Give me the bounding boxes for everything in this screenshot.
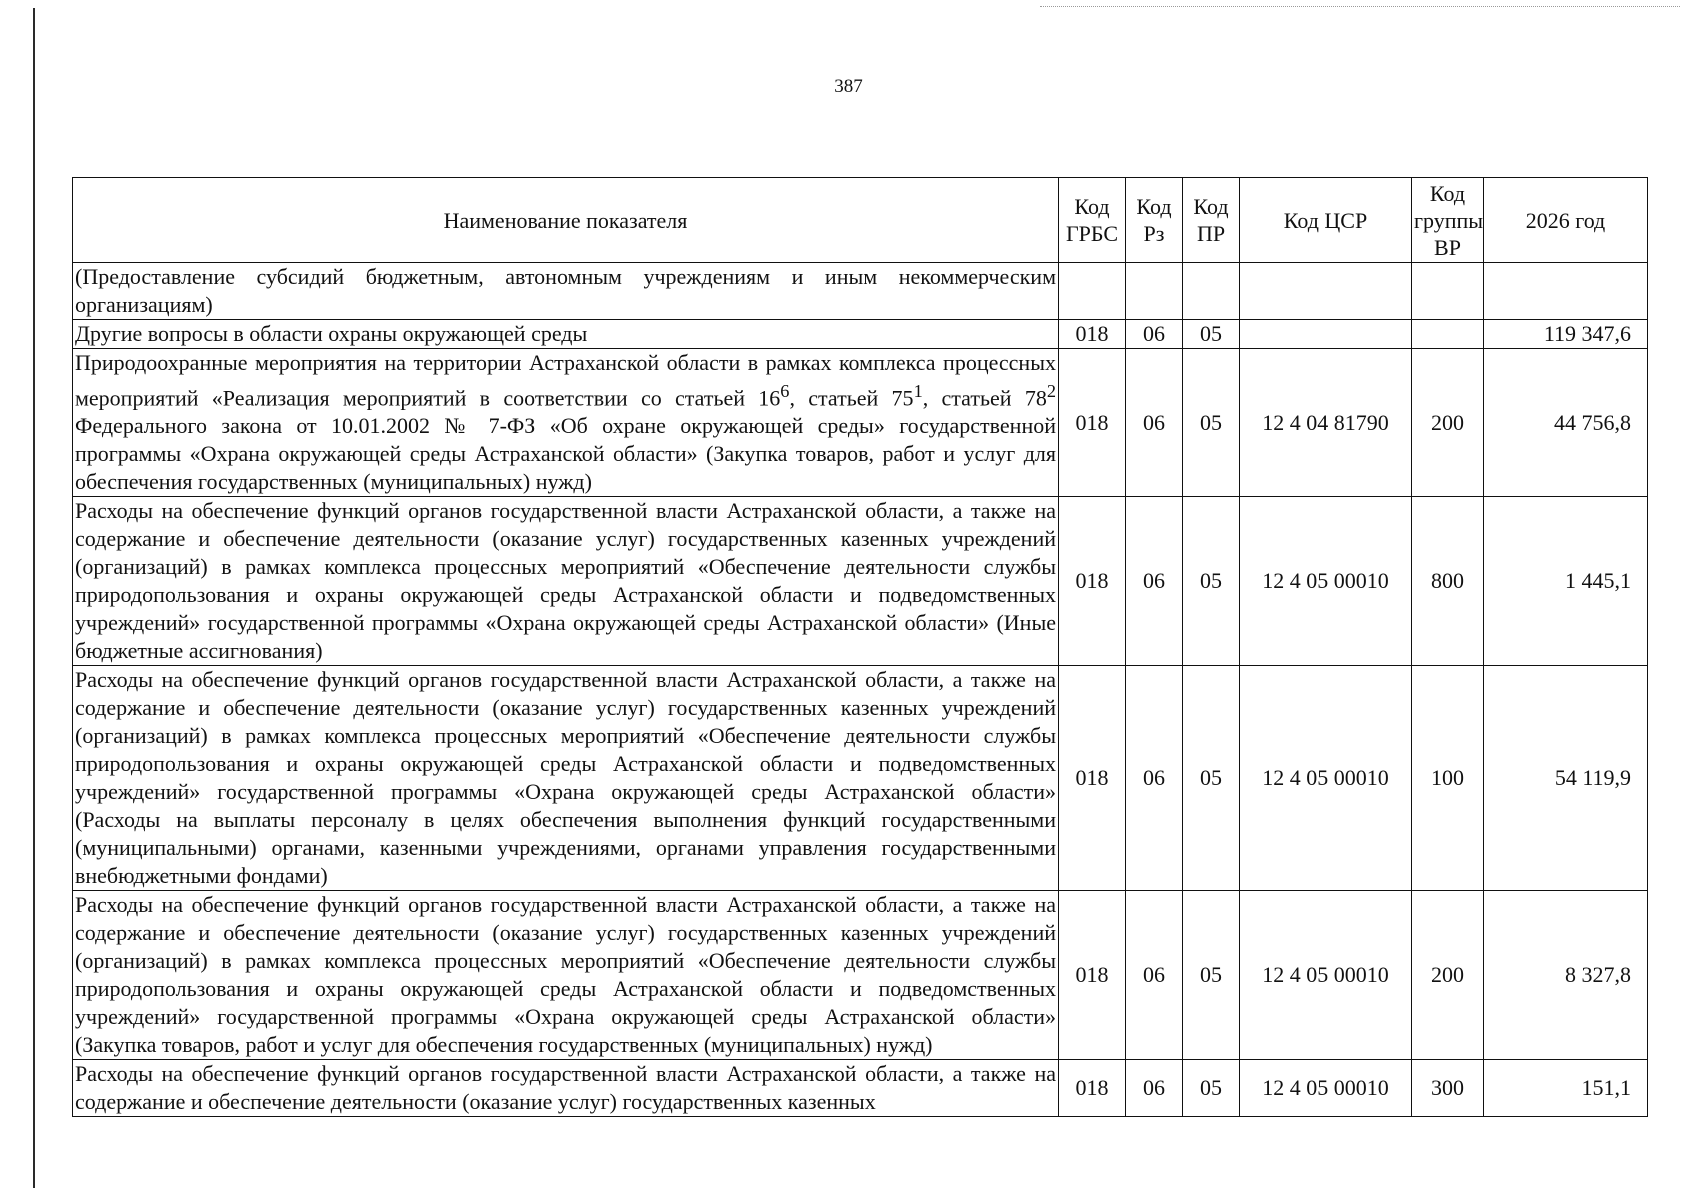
row-pr: 05	[1183, 1060, 1240, 1117]
row-csr: 12 4 05 00010	[1240, 497, 1412, 666]
row-rz: 06	[1126, 666, 1183, 891]
row-indicator-name: Расходы на обеспечение функций органов государственной власти Астраханской области, а также на содержание и обеспечение деятельности (оказание услуг) государственных казенных учреждений (организаций) в рамках комплекса процессных мероприятий «Обеспечение деятельности службы природопользования и охраны окружающей среды Астраханской области и подведомственных учреждений» государственной программы «Охрана окружающей среды Астраханской области» (Расходы на выплаты персоналу в целях обеспечения выполнения функций государственными (муниципальными) органами, казенными учреждениями, органами управления государственными внебюджетными фондами)	[73, 666, 1059, 891]
row-grbs: 018	[1059, 666, 1126, 891]
row-indicator-name: Другие вопросы в области охраны окружающей среды	[73, 320, 1059, 349]
row-grbs: 018	[1059, 891, 1126, 1060]
row-amount: 1 445,1	[1484, 497, 1648, 666]
name-text-part: Природоохранные мероприятия на территории Астраханской области в рамках комплекса процессных мероприятий «Реализация мероприятий в соответствии со статьей 16	[75, 350, 1056, 411]
row-pr: 05	[1183, 349, 1240, 497]
row-grbs	[1059, 263, 1126, 320]
row-csr: 12 4 04 81790	[1240, 349, 1412, 497]
row-amount: 54 119,9	[1484, 666, 1648, 891]
row-grbs: 018	[1059, 497, 1126, 666]
row-vr: 800	[1412, 497, 1484, 666]
row-pr: 05	[1183, 320, 1240, 349]
row-indicator-name: (Предоставление субсидий бюджетным, автономным учреждениям и иным некоммерческим организациям)	[73, 263, 1059, 320]
row-csr: 12 4 05 00010	[1240, 1060, 1412, 1117]
row-vr	[1412, 320, 1484, 349]
table-row	[73, 320, 1648, 349]
row-pr: 05	[1183, 666, 1240, 891]
header-csr-code: Код ЦСР	[1240, 178, 1412, 263]
name-text-part: , статьей 78	[922, 385, 1047, 411]
name-text-part: Федерального закона от 10.01.2002 № 7-ФЗ «Об охране окружающей среды» государственной программы «Охрана окружающей среды Астраханской области» (Закупка товаров, работ и услуг для обеспечения государственных (муниципальных) нужд)	[75, 413, 1056, 495]
row-grbs: 018	[1059, 1060, 1126, 1117]
header-pr-code: Код ПР	[1183, 178, 1240, 263]
row-rz: 06	[1126, 320, 1183, 349]
table-row	[73, 1060, 1648, 1117]
row-csr	[1240, 320, 1412, 349]
header-grbs-code: Код ГРБС	[1059, 178, 1126, 263]
header-indicator-name: Наименование показателя	[73, 178, 1059, 263]
row-indicator-name: Расходы на обеспечение функций органов государственной власти Астраханской области, а также на содержание и обеспечение деятельности (оказание услуг) государственных казенных учреждений (организаций) в рамках комплекса процессных мероприятий «Обеспечение деятельности службы природопользования и охраны окружающей среды Астраханской области и подведомственных учреждений» государственной программы «Охрана окружающей среды Астраханской области» (Иные бюджетные ассигнования)	[73, 497, 1059, 666]
name-text-part: , статьей 75	[789, 385, 914, 411]
row-indicator-name: Расходы на обеспечение функций органов государственной власти Астраханской области, а также на содержание и обеспечение деятельности (оказание услуг) государственных казенных	[73, 1060, 1059, 1117]
row-amount: 44 756,8	[1484, 349, 1648, 497]
row-pr: 05	[1183, 497, 1240, 666]
header-rz-code: Код Рз	[1126, 178, 1183, 263]
row-vr: 300	[1412, 1060, 1484, 1117]
table-row	[73, 891, 1648, 1060]
table-row	[73, 666, 1648, 891]
row-amount: 119 347,6	[1484, 320, 1648, 349]
table-row	[73, 497, 1648, 666]
row-pr: 05	[1183, 891, 1240, 1060]
row-amount	[1484, 263, 1648, 320]
table-header-row	[73, 178, 1648, 263]
row-indicator-name	[73, 349, 1059, 497]
row-csr: 12 4 05 00010	[1240, 666, 1412, 891]
page-left-edge-line	[33, 8, 35, 1188]
row-vr	[1412, 263, 1484, 320]
row-amount: 151,1	[1484, 1060, 1648, 1117]
row-csr	[1240, 263, 1412, 320]
superscript: 6	[780, 381, 790, 401]
page-number: 387	[834, 76, 863, 97]
budget-table	[72, 177, 1648, 1117]
row-pr	[1183, 263, 1240, 320]
row-indicator-name: Расходы на обеспечение функций органов государственной власти Астраханской области, а также на содержание и обеспечение деятельности (оказание услуг) государственных казенных учреждений (организаций) в рамках комплекса процессных мероприятий «Обеспечение деятельности службы природопользования и охраны окружающей среды Астраханской области и подведомственных учреждений» государственной программы «Охрана окружающей среды Астраханской области» (Закупка товаров, работ и услуг для обеспечения государственных (муниципальных) нужд)	[73, 891, 1059, 1060]
header-year-2026: 2026 год	[1484, 178, 1648, 263]
row-vr: 200	[1412, 349, 1484, 497]
table-row	[73, 349, 1648, 497]
page-top-edge-line	[1040, 6, 1680, 8]
row-vr: 200	[1412, 891, 1484, 1060]
table-row	[73, 263, 1648, 320]
row-rz: 06	[1126, 891, 1183, 1060]
row-rz: 06	[1126, 497, 1183, 666]
row-grbs: 018	[1059, 320, 1126, 349]
row-rz: 06	[1126, 349, 1183, 497]
row-vr: 100	[1412, 666, 1484, 891]
row-csr: 12 4 05 00010	[1240, 891, 1412, 1060]
header-vr-group-code: Код группы ВР	[1412, 178, 1484, 263]
superscript: 2	[1046, 381, 1056, 401]
row-rz: 06	[1126, 1060, 1183, 1117]
superscript: 1	[913, 381, 923, 401]
row-grbs: 018	[1059, 349, 1126, 497]
row-rz	[1126, 263, 1183, 320]
row-amount: 8 327,8	[1484, 891, 1648, 1060]
